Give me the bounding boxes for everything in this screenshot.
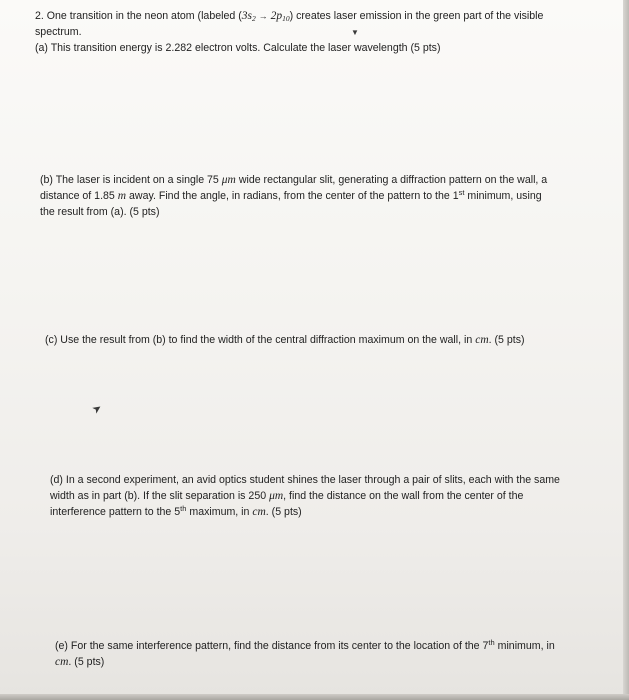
page-edge-bottom <box>0 694 629 700</box>
lower-level-subscript: 10 <box>282 14 290 23</box>
cursor-small-arrow-icon: ▼ <box>351 28 359 37</box>
part-b-line2-mid: away. Find the angle, in radians, from the center of the pattern to the 1 <box>129 190 459 202</box>
page-edge-right <box>623 0 629 700</box>
part-d-line3-mid: maximum, in <box>189 506 250 518</box>
part-e <box>55 638 605 670</box>
part-b <box>40 172 600 220</box>
upper-level-label: 3s <box>241 10 252 22</box>
part-b-unit-micrometer: μm <box>221 174 236 186</box>
part-c-text: (c) Use the result from (b) to find the width of the central diffraction maximum on the wall, in <box>45 334 473 346</box>
part-b-line1-start: (b) The laser is incident on a single 75 <box>40 174 219 186</box>
part-d-line3-start: interference pattern to the 5 <box>50 506 181 518</box>
part-a-text: (a) This transition energy is 2.282 electron volts. Calculate the laser wavelength (5 pts) <box>35 42 441 54</box>
part-d-line1: (d) In a second experiment, an avid optics student shines the laser through a pair of slits, each with the same <box>50 474 560 486</box>
part-b-ordinal: st <box>458 188 465 197</box>
transition-arrow: → <box>258 11 268 21</box>
part-d-ordinal: th <box>180 504 187 513</box>
part-b-line3: the result from (a). (5 pts) <box>40 206 160 218</box>
upper-level-subscript: 2 <box>251 14 256 23</box>
question-2-intro: 2. One transition in the neon atom (labeled $(3s_2 \to 2p_{10})$ creates laser emission in the green part of the visible spectrum. <box>35 8 605 40</box>
part-e-line1-end: minimum, in <box>497 640 555 652</box>
part-d-unit-micrometer: μm <box>269 490 284 502</box>
part-c-unit: cm <box>475 334 489 346</box>
part-b-unit-meter: m <box>117 190 127 202</box>
part-e-unit-cm: cm <box>55 656 69 668</box>
intro-text-start: One transition in the neon atom (labeled <box>46 10 236 22</box>
part-e-ordinal: th <box>488 638 495 647</box>
lower-level-label: 2p <box>270 10 283 22</box>
part-d-points: . (5 pts) <box>265 506 302 518</box>
part-b-line2-start: distance of 1.85 <box>40 190 115 202</box>
mouse-cursor-icon: ➤ <box>90 401 105 417</box>
part-b-line2-end: minimum, using <box>467 190 542 202</box>
part-e-line1-start: (e) For the same interference pattern, find the distance from its center to the location of the 7 <box>55 640 489 652</box>
part-d-unit-cm: cm <box>252 506 266 518</box>
part-d-line2-start: width as in part (b). If the slit separation is 250 <box>50 490 267 502</box>
part-d-line2-end: , find the distance on the wall from the center of the <box>283 490 524 502</box>
intro-line-2: spectrum. <box>35 26 82 38</box>
intro-text-end: ) creates laser emission in the green part of the visible <box>289 10 544 22</box>
part-c <box>45 332 605 348</box>
part-d <box>50 472 610 520</box>
part-b-line1-end: wide rectangular slit, generating a diffraction pattern on the wall, a <box>238 174 548 186</box>
question-number: 2. <box>35 10 44 22</box>
part-e-points: . (5 pts) <box>68 656 105 668</box>
part-c-points: . (5 pts) <box>488 334 525 346</box>
